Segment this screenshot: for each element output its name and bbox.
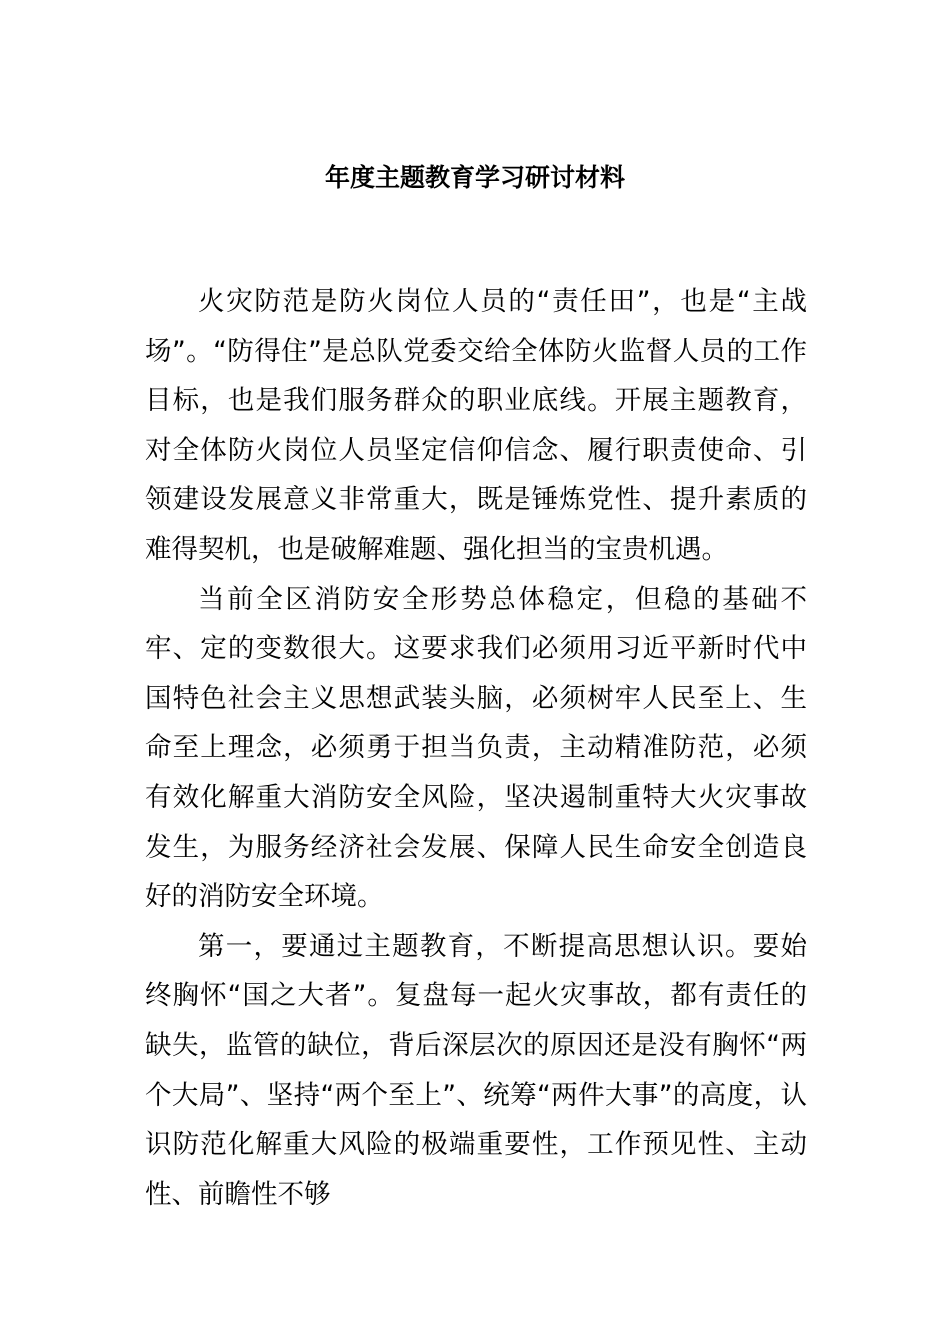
document-title: 年度主题教育学习研讨材料 (324, 163, 625, 192)
paragraph: 第一，要通过主题教育，不断提高思想认识。要始终胸怀“国之大者”。复盘每一起火灾事故，都有责任的缺失，监管的缺位，背后深层次的原因还是没有胸怀“两个大局”、坚持“两个至上”、统筹“两件大事”的高度，认识防范化解重大风险的极端重要性，工作预见性、主动性、前瞻性不够 (145, 930, 807, 1210)
paragraph: 当前全区消防安全形势总体稳定，但稳的基础不牢、定的变数很大。这要求我们必须用习近平新时代中国特色社会主义思想武装头脑，必须树牢人民至上、生命至上理念，必须勇于担当负责，主动精准防范，必须有效化解重大消防安全风险，坚决遏制重特大火灾事故发生，为服务经济社会发展、保障人民生命安全创造良好的消防安全环境。 (145, 583, 807, 913)
document-body (145, 277, 807, 1219)
paragraph: 火灾防范是防火岗位人员的“责任田”，也是“主战场”。“防得住”是总队党委交给全体防火监督人员的工作目标，也是我们服务群众的职业底线。开展主题教育，对全体防火岗位人员坚定信仰信念、履行职责使命、引领建设发展意义非常重大，既是锤炼党性、提升素质的难得契机，也是破解难题、强化担当的宝贵机遇。 (145, 286, 807, 565)
